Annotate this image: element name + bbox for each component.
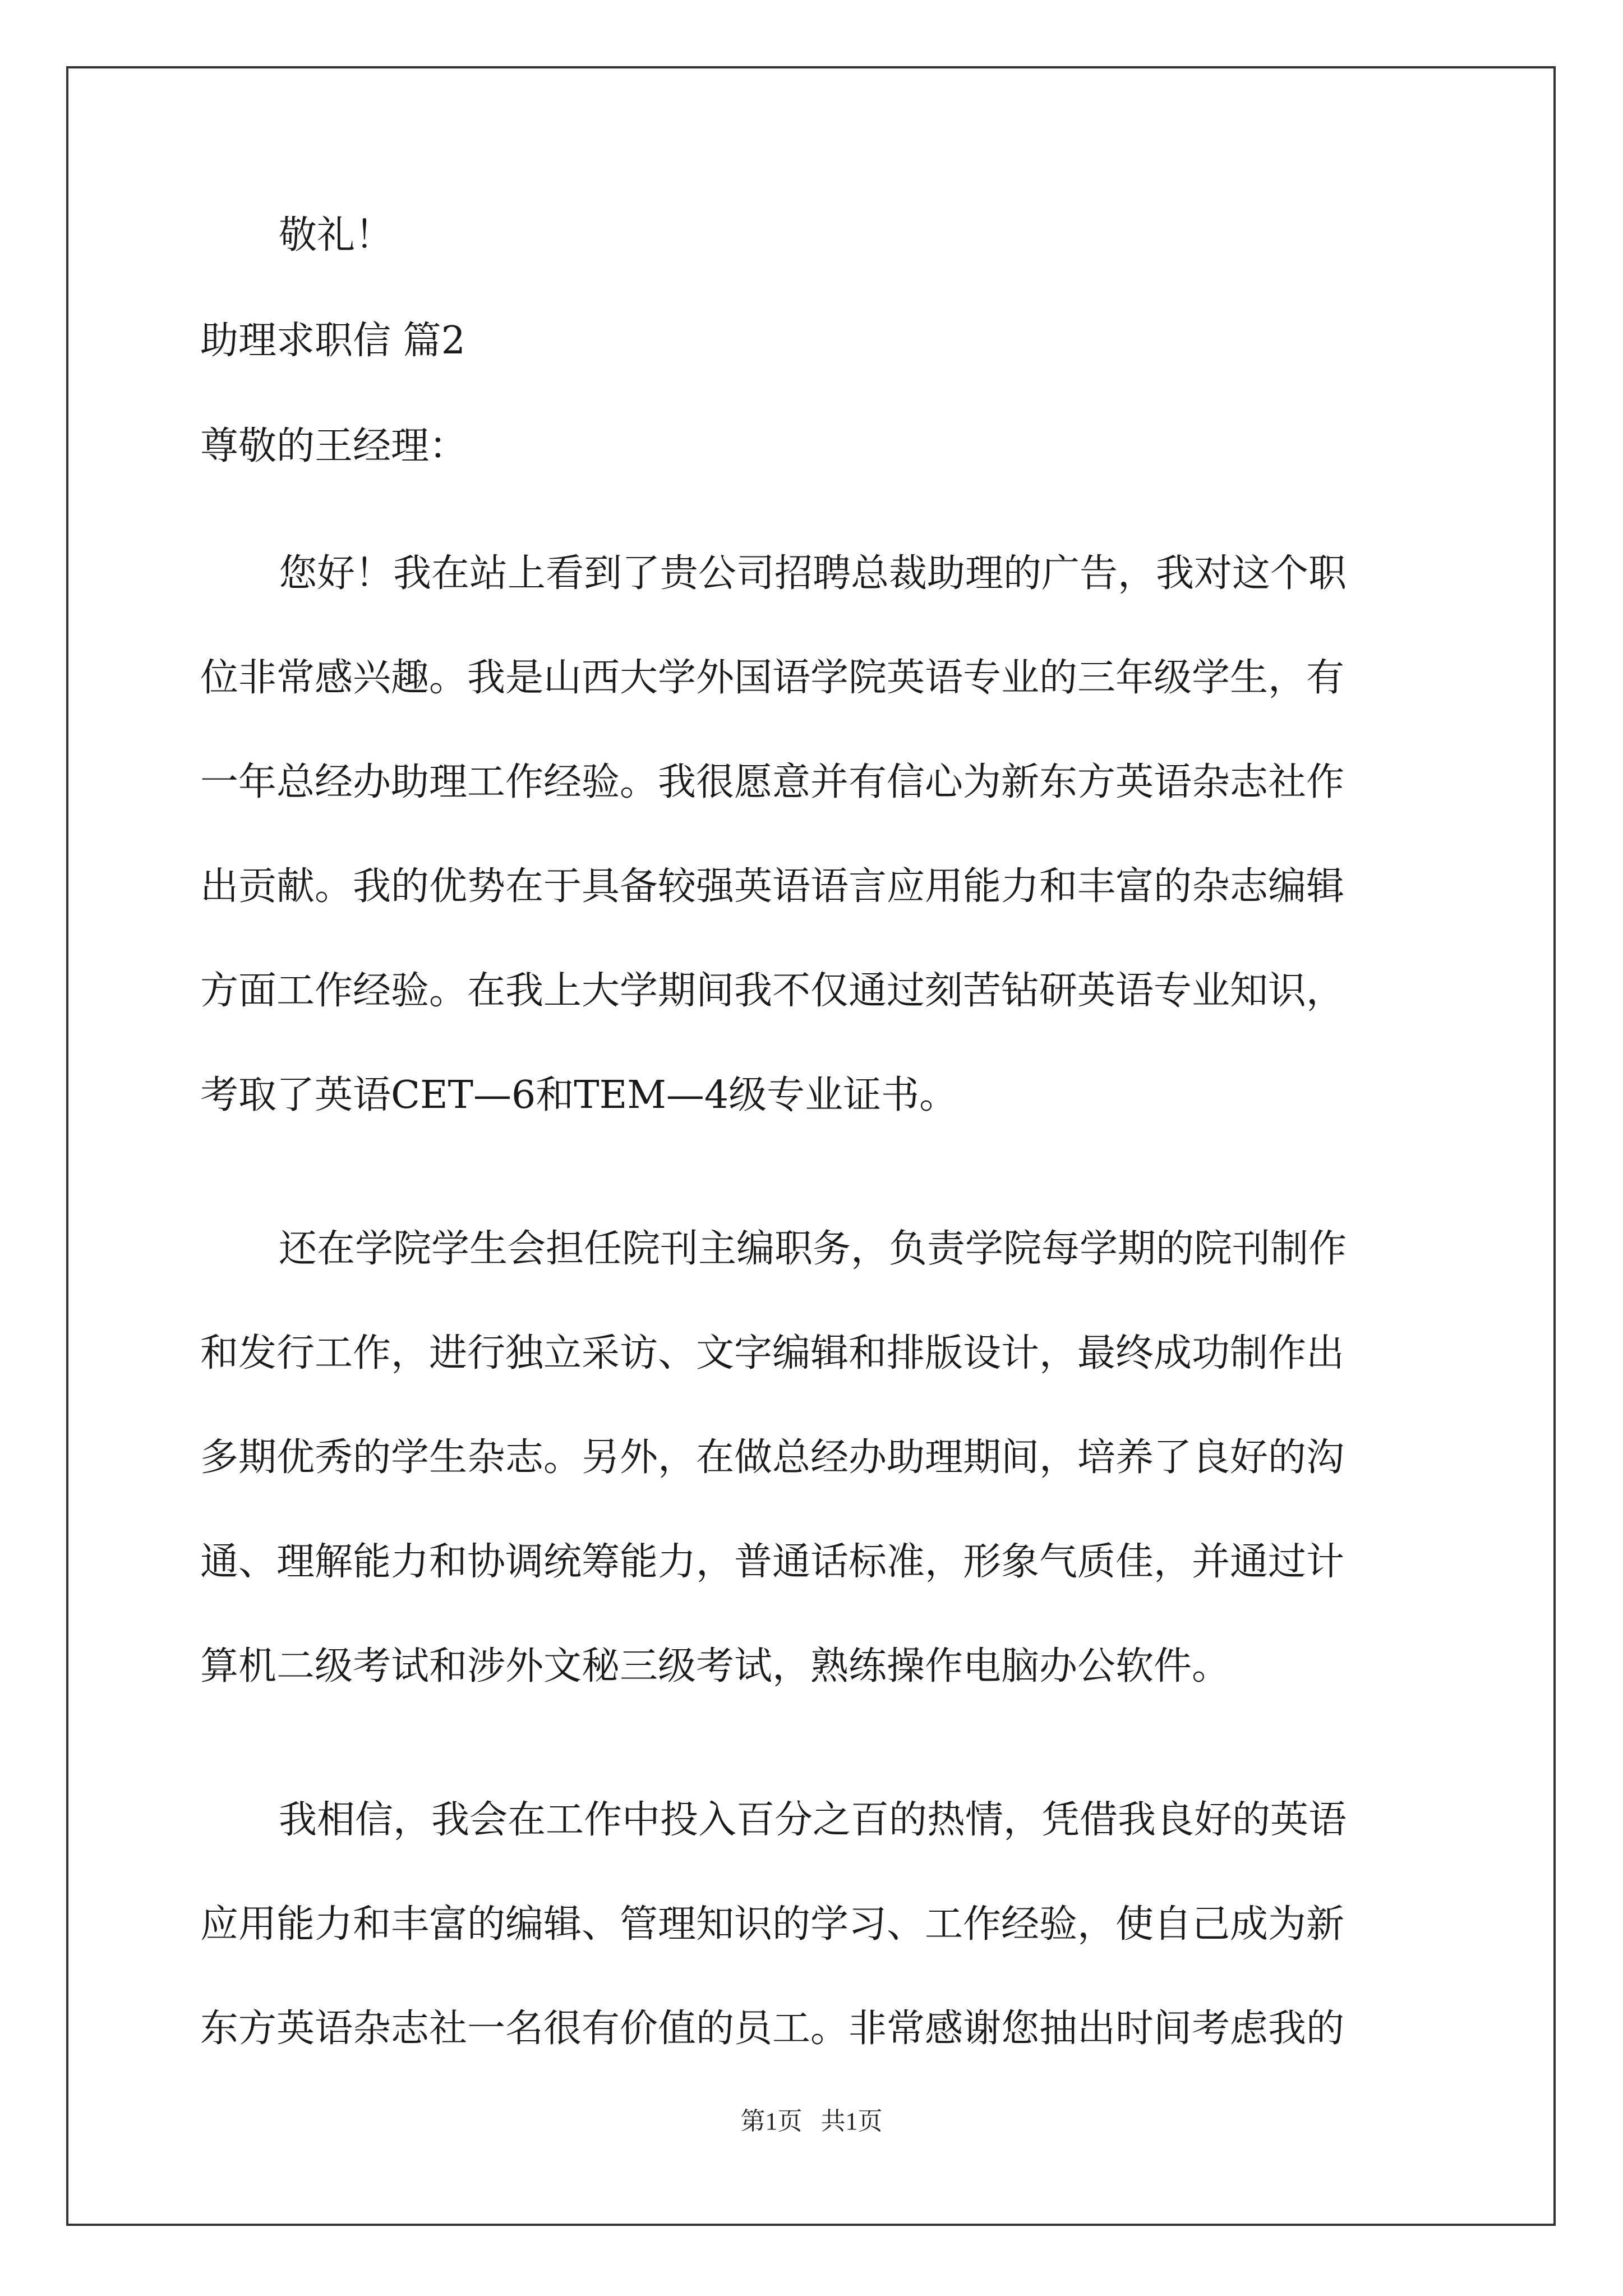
- paragraph: [200, 1197, 1423, 1719]
- paragraph-line: 应用能力和丰富的编辑、管理知识的学习、工作经验，使自己成为新: [200, 1902, 1345, 1947]
- paragraph-line: 您好！我在站上看到了贵公司招聘总裁助理的广告，我对这个职: [279, 551, 1347, 596]
- paragraph-line: 我相信，我会在工作中投入百分之百的热情，凭借我良好的英语: [279, 1798, 1347, 1842]
- paragraph-line: 和发行工作，进行独立采访、文字编辑和排版设计，最终成功制作出: [200, 1331, 1345, 1375]
- paragraph-line: 位非常感兴趣。我是山西大学外国语学院英语专业的三年级学生，有: [200, 656, 1345, 700]
- letter-title: 助理求职信 篇2: [200, 319, 465, 363]
- paragraph-line: 出贡献。我的优势在于具备较强英语语言应用能力和丰富的杂志编辑: [200, 864, 1345, 909]
- closing-salutation: 敬礼！: [279, 213, 394, 257]
- page-number-footer: 第1页 共1页: [740, 2108, 883, 2135]
- paragraph-line: 方面工作经验。在我上大学期间我不仅通过刻苦钻研英语专业知识，: [200, 969, 1345, 1013]
- paragraph: [200, 1768, 1423, 2081]
- greeting: 尊敬的王经理：: [200, 424, 468, 468]
- paragraph-line: 还在学院学生会担任院刊主编职务，负责学院每学期的院刊制作: [279, 1227, 1347, 1271]
- paragraph-line: 考取了英语CET—6和TEM—4级专业证书。: [200, 1073, 958, 1117]
- paragraph-line: 算机二级考试和涉外文秘三级考试，熟练操作电脑办公软件。: [200, 1644, 1230, 1688]
- paragraph-line: 一年总经办助理工作经验。我很愿意并有信心为新东方英语杂志社作: [200, 760, 1345, 804]
- paragraph-line: 多期优秀的学生杂志。另外，在做总经办助理期间，培养了良好的沟: [200, 1435, 1345, 1480]
- paragraph: [200, 522, 1423, 1148]
- paragraph-line: 东方英语杂志社一名很有价值的员工。非常感谢您抽出时间考虑我的: [200, 2007, 1345, 2051]
- paragraph-line: 通、理解能力和协调统筹能力，普通话标准，形象气质佳，并通过计: [200, 1540, 1345, 1584]
- letter-body: [200, 208, 1423, 2081]
